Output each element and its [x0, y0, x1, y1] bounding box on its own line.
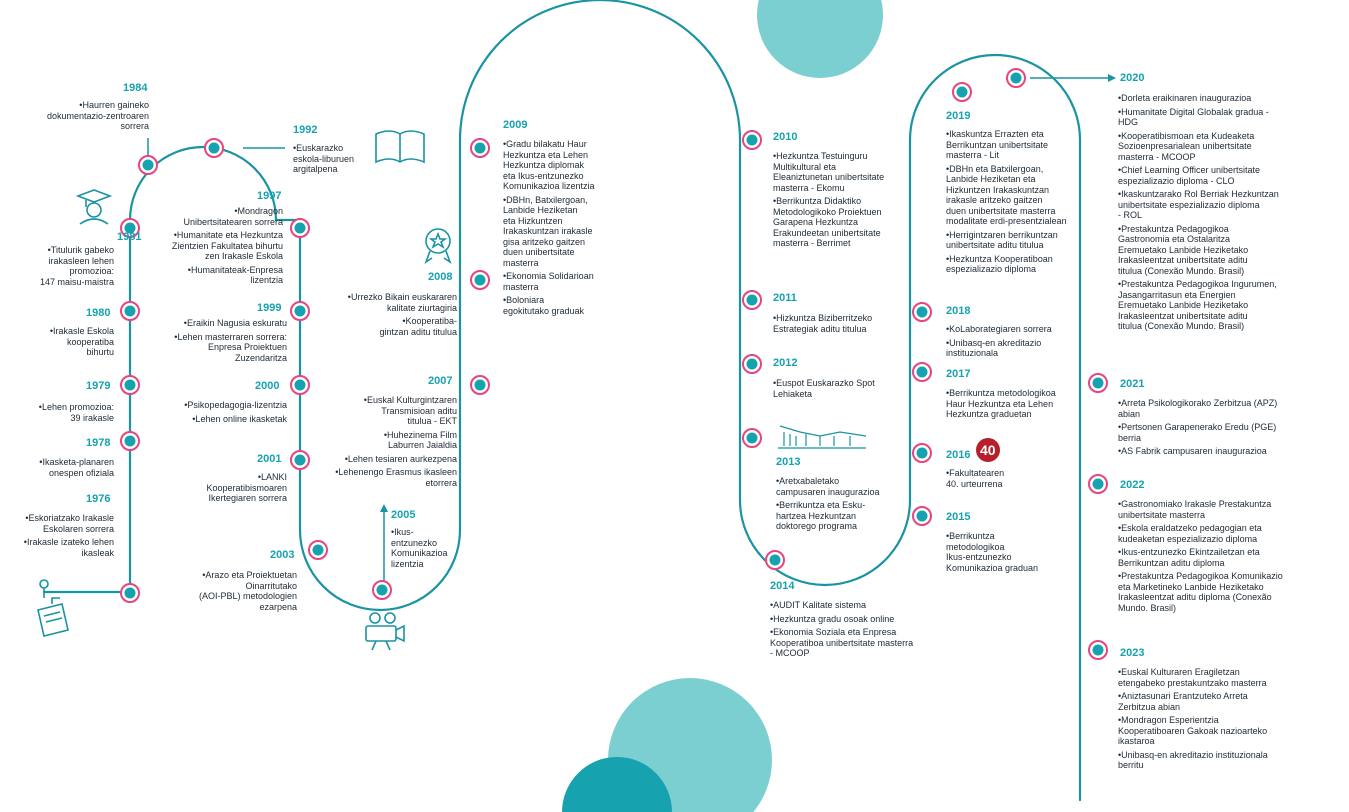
milestone-item: •Mondragon Unibertsitatearen sorrera	[183, 206, 283, 227]
milestone-items	[4, 326, 114, 361]
milestone-item: •Humanitateak-Enpresa lizentzia	[187, 264, 283, 285]
year-label: 1997	[257, 190, 282, 202]
pin-icon	[40, 580, 48, 598]
milestone-item: •Euskal Kulturgintzaren Transmisioan aditu titulua - EKT	[363, 395, 457, 426]
milestone-item: •Lehenengo Erasmus ikasleen etorrera	[335, 467, 457, 488]
graduate-icon	[78, 190, 110, 224]
year-label: 2007	[428, 375, 453, 387]
milestone-items	[133, 206, 283, 289]
milestone-item: •Euskal Kulturaren Eragiletzan etengabeko prestakuntzako masterra	[1118, 667, 1267, 688]
milestone-item: •Lehen masterraren sorrera: Enpresa Proiektuen Zuzendaritza	[174, 331, 287, 363]
timeline-node-core	[295, 223, 306, 234]
milestone-item: •Ikus- entzunezko Komunikazioa lizentzia	[391, 527, 448, 569]
year-label: 2020	[1120, 72, 1145, 84]
year-label: 2005	[391, 509, 416, 521]
milestone-item: •Eraikin Nagusia eskuratu	[183, 318, 287, 328]
milestone-items	[1118, 499, 1318, 616]
timeline-node-core	[917, 511, 928, 522]
milestone-item: •Aretxabaletako campusaren inaugurazioa	[776, 476, 880, 497]
milestone-items	[0, 513, 114, 561]
milestone-item: •Lehen tesiaren aurkezpena	[344, 453, 457, 464]
timeline-node-core	[377, 585, 388, 596]
year-label: 2008	[428, 271, 453, 283]
milestone-item: •Humanitate eta Hezkuntza Zientzien Fakultatea bihurtu zen Irakasle Eskola	[171, 230, 283, 261]
timeline-node-core	[209, 143, 220, 154]
milestone-item: •Berrikuntza metodologikoa Haur Hezkuntza eta Lehen Hezkuntza graduetan	[946, 388, 1056, 419]
timeline-node-core	[917, 367, 928, 378]
year-label: 2023	[1120, 647, 1145, 659]
year-label: 2011	[773, 292, 797, 304]
milestone-item: •Fakultatearen 40. urteurrena	[946, 468, 1005, 489]
milestone-item: •Prestakuntza Pedagogikoa Gastronomia eta Ostalaritza Eremuetako Lanbide Heziketako Irakasleentzat unibertsitate aditu titulua (Conexão Mundo. Brasil)	[1118, 223, 1249, 276]
milestone-item: •Irakasle Eskola kooperatiba bihurtu	[49, 326, 114, 357]
milestone-items	[19, 100, 149, 135]
timeline-node-core	[747, 135, 758, 146]
milestone-item: •Gradu bilakatu Haur Hezkuntza eta Lehen Hezkuntza diplomak eta Ikus-entzunezko Komunikazioa lizentzia	[503, 139, 595, 191]
milestone-item: •Huhezinema Film Laburren Jaialdia	[383, 429, 457, 450]
milestone-item: •Urrezko Bikain euskararen kalitate ziurtagiria	[347, 292, 457, 313]
year-label: 1981	[117, 231, 142, 243]
milestone-items	[307, 395, 457, 491]
milestone-item: •Ikus-entzunezko Ekintzailetzan eta Berrikuntzan aditu diploma	[1118, 547, 1260, 568]
year-label: 1979	[86, 380, 111, 392]
timeline-node-core	[1011, 73, 1022, 84]
milestone-item: •Mondragon Esperientzia Kooperatiboaren Gakoak nazioarteko ikastaroa	[1118, 715, 1268, 746]
timeline-node-core	[125, 306, 136, 317]
timeline-node-core	[747, 295, 758, 306]
timeline-node-core	[475, 275, 486, 286]
milestone-item: •Kooperatiba- gintzan aditu titulua	[379, 316, 457, 337]
timeline-node-core	[957, 87, 968, 98]
milestone-item: •Herrigintzaren berrikuntzan unibertsitate aditu titulua	[946, 229, 1058, 250]
milestone-items	[946, 129, 1096, 278]
milestone-item: •DBHn eta Batxilergoan, Lanbide Heziketan eta Hizkuntzen Irakaskuntzan irakasle aritzeko gaitzen duen unibertsitate masterra modalitate erdi-presentzialean	[946, 163, 1067, 226]
milestone-items	[770, 600, 950, 662]
timeline-node-core	[143, 160, 154, 171]
milestone-items	[776, 476, 906, 535]
year-label: 2014	[770, 580, 795, 592]
milestone-item: •Eskoriatzako Irakasle Eskolaren sorrera	[25, 513, 114, 534]
milestone-items	[503, 139, 623, 319]
year-label: 1976	[86, 493, 111, 505]
milestone-item: •Hezkuntza gradu osoak online	[770, 613, 895, 624]
milestone-item: •Hezkuntza Kooperatiboan espezializazio diploma	[946, 253, 1053, 274]
year-label: 1984	[123, 82, 148, 94]
milestone-item: •Berrikuntza Didaktiko Metodologikoko Proiektuen Garapena Hezkuntza Erakundeetan unibertsitate masterra - Berrimet	[773, 196, 882, 248]
svg-text:40: 40	[980, 442, 996, 458]
year-label: 1978	[86, 437, 111, 449]
timeline-node-core	[295, 380, 306, 391]
timeline-node-core	[125, 436, 136, 447]
timeline-node-core	[917, 307, 928, 318]
timeline-node-core	[125, 588, 136, 599]
milestone-items	[946, 468, 1046, 492]
year-label: 1999	[257, 302, 282, 314]
documents-icon	[38, 598, 68, 636]
year-label: 2003	[270, 549, 295, 561]
year-label: 1992	[293, 124, 318, 136]
milestone-items	[1118, 398, 1308, 460]
milestone-items	[773, 313, 913, 337]
year-label: 2022	[1120, 479, 1145, 491]
timeline-node-core	[1093, 378, 1104, 389]
milestone-item: •Ikaskuntza Errazten eta Berrikuntzan unibertsitate masterra - Lit	[946, 129, 1049, 160]
milestone-item: •Humanitate Digital Globalak gradua - HDG	[1118, 106, 1269, 127]
campus-building-icon	[778, 426, 866, 448]
year-label: 2016	[946, 449, 971, 461]
award-ribbon-icon	[426, 229, 450, 262]
milestone-items	[137, 400, 287, 427]
timeline-node-core	[475, 380, 486, 391]
year-label: 2012	[773, 357, 798, 369]
year-label: 2001	[257, 453, 282, 465]
timeline-node-core	[125, 380, 136, 391]
milestone-item: •Prestakuntza Pedagogikoa Komunikazio eta Marketineko Lanbide Heziketako Irakasleentzat aditu diploma (Conexão Mundo. Brasil)	[1118, 571, 1283, 613]
milestone-item: •Arazo eta Proiektuetan Oinarritutako (AOI-PBL) metodologien ezarpena	[198, 570, 297, 612]
timeline-node-core	[313, 545, 324, 556]
timeline-node-core	[770, 555, 781, 566]
milestone-items	[293, 143, 403, 178]
milestone-items	[773, 151, 913, 252]
milestone-item: •Pertsonen Garapenerako Eredu (PGE) berria	[1118, 422, 1277, 443]
timeline-node-core	[747, 359, 758, 370]
milestone-item: •Titulurik gabeko irakasleen lehen promozioa: 147 maisu-maistra	[39, 245, 114, 287]
milestone-item: •Ikasketa-planaren onespen ofiziala	[39, 457, 114, 478]
milestone-items	[0, 245, 114, 290]
milestone-items	[157, 570, 297, 615]
milestone-item: •DBHn, Batxilergoan, Lanbide Heziketan eta Hizkuntzen Irakaskuntzan irakasle gisa aritzeko gaitzen duen unibertsitate masterra	[503, 194, 593, 268]
milestone-item: •Ekonomia Solidarioan masterra	[503, 271, 594, 292]
timeline-node-core	[1093, 645, 1104, 656]
milestone-items	[1118, 667, 1318, 774]
milestone-item: •Prestakuntza Pedagogikoa Ingurumen, Jasangarritasun eta Energien Eremuetako Lanbide Heziketako Irakasleentzat unibertsitate aditu titulua (Conexão Mundo. Brasil)	[1118, 279, 1277, 331]
year-label: 2018	[946, 305, 971, 317]
timeline-arrow-2005	[380, 504, 388, 512]
milestone-item: •Haurren gaineko dokumentazio-zentroaren sorrera	[46, 100, 149, 131]
timeline-node-core	[1093, 479, 1104, 490]
milestone-items	[137, 318, 287, 366]
timeline-node-core	[917, 448, 928, 459]
milestone-item: •Ekonomia Soziala eta Enpresa Kooperatiboa unibertsitate masterra - MCOOP	[770, 627, 914, 658]
milestone-item: •Unibasq-en akreditazio instituzionala	[946, 337, 1042, 358]
milestone-items	[773, 378, 913, 402]
year-label: 2021	[1120, 378, 1145, 390]
milestone-item: •LANKI Kooperatibismoaren Ikertegiaren sorrera	[206, 472, 287, 503]
year-label: 2019	[946, 110, 971, 122]
year-label: 2010	[773, 131, 798, 143]
top-decor-blob	[757, 0, 883, 78]
milestone-item: •Berrikuntza metodologikoa Ikus-entzunezko Komunikazioa graduan	[946, 531, 1039, 573]
milestone-item: •Aniztasunari Erantzuteko Arreta Zerbitzua abian	[1118, 691, 1248, 712]
year-label: 2000	[255, 380, 280, 392]
timeline-node-core	[747, 433, 758, 444]
timeline-node-core	[475, 143, 486, 154]
milestone-items	[4, 402, 114, 426]
milestone-item: •Psikopedagogia-lizentzia	[184, 400, 287, 410]
milestone-item: •Dorleta eraikinaren inaugurazioa	[1118, 93, 1252, 103]
milestone-item: •Euskarazko eskola-liburuen argitalpena	[293, 143, 355, 174]
milestone-items	[946, 324, 1086, 362]
milestone-item: •Euspot Euskarazko Spot Lehiaketa	[773, 378, 875, 399]
milestone-item: •Unibasq-en akreditazio instituzionala berritu	[1118, 749, 1268, 770]
milestone-items	[4, 457, 114, 481]
year-label: 2017	[946, 368, 971, 380]
milestone-items	[297, 292, 457, 340]
milestone-items	[946, 388, 1086, 423]
year-label: 2015	[946, 511, 971, 523]
milestone-item: •Arreta Psikologikorako Zerbitzua (APZ) abian	[1118, 398, 1278, 419]
milestone-item: •Gastronomiako Irakasle Prestakuntza unibertsitate masterra	[1118, 499, 1272, 520]
timeline-node-core	[295, 455, 306, 466]
milestone-item: •Lehen online ikasketak	[192, 413, 287, 424]
milestone-items	[137, 472, 287, 507]
milestone-item: •Eskola eraldatzeko pedagogian eta kudeaketan espezializazio diploma	[1118, 523, 1262, 544]
milestone-item: •KoLaborategiaren sorrera	[946, 324, 1052, 334]
milestone-item: •AS Fabrik campusaren inaugurazioa	[1118, 446, 1267, 456]
milestone-item: •Hezkuntza Testuinguru Multikultural eta Eleaniztunetan unibertsitate masterra - Ekomu	[773, 151, 885, 193]
year-label: 2013	[776, 456, 801, 468]
milestone-item: •Lehen promozioa: 39 irakasle	[38, 402, 114, 423]
milestone-item: •Kooperatibismoan eta Kudeaketa Sozioenpresarialean unibertsitate masterra - MCOOP	[1118, 130, 1255, 162]
year-label: 2009	[503, 119, 528, 131]
milestone-item: •AUDIT Kalitate sistema	[770, 600, 867, 610]
milestone-item: •Irakasle izateko lehen ikasleak	[23, 537, 114, 558]
40-anniversary-logo-icon	[976, 438, 1000, 462]
milestone-item: •Ikaskuntzarako Rol Berriak Hezkuntzan unibertsitate espezializazio diploma - ROL	[1118, 189, 1279, 220]
milestone-item: •Chief Learning Officer unibertsitate espezializazio diploma - CLO	[1118, 165, 1261, 186]
year-label: 1980	[86, 307, 111, 319]
film-camera-icon	[366, 613, 404, 650]
milestone-item: •Hizkuntza Biziberritzeko Estrategiak aditu titulua	[773, 313, 873, 334]
milestone-item: •Berrikuntza eta Esku- hartzea Hezkuntzan doktorego programa	[776, 500, 866, 531]
timeline-arrow-2020	[1108, 74, 1116, 82]
milestone-items	[391, 527, 461, 572]
milestone-items	[946, 531, 1066, 576]
milestone-item: •Boloniara egokitutako graduak	[503, 295, 585, 316]
milestone-items	[1118, 93, 1308, 335]
